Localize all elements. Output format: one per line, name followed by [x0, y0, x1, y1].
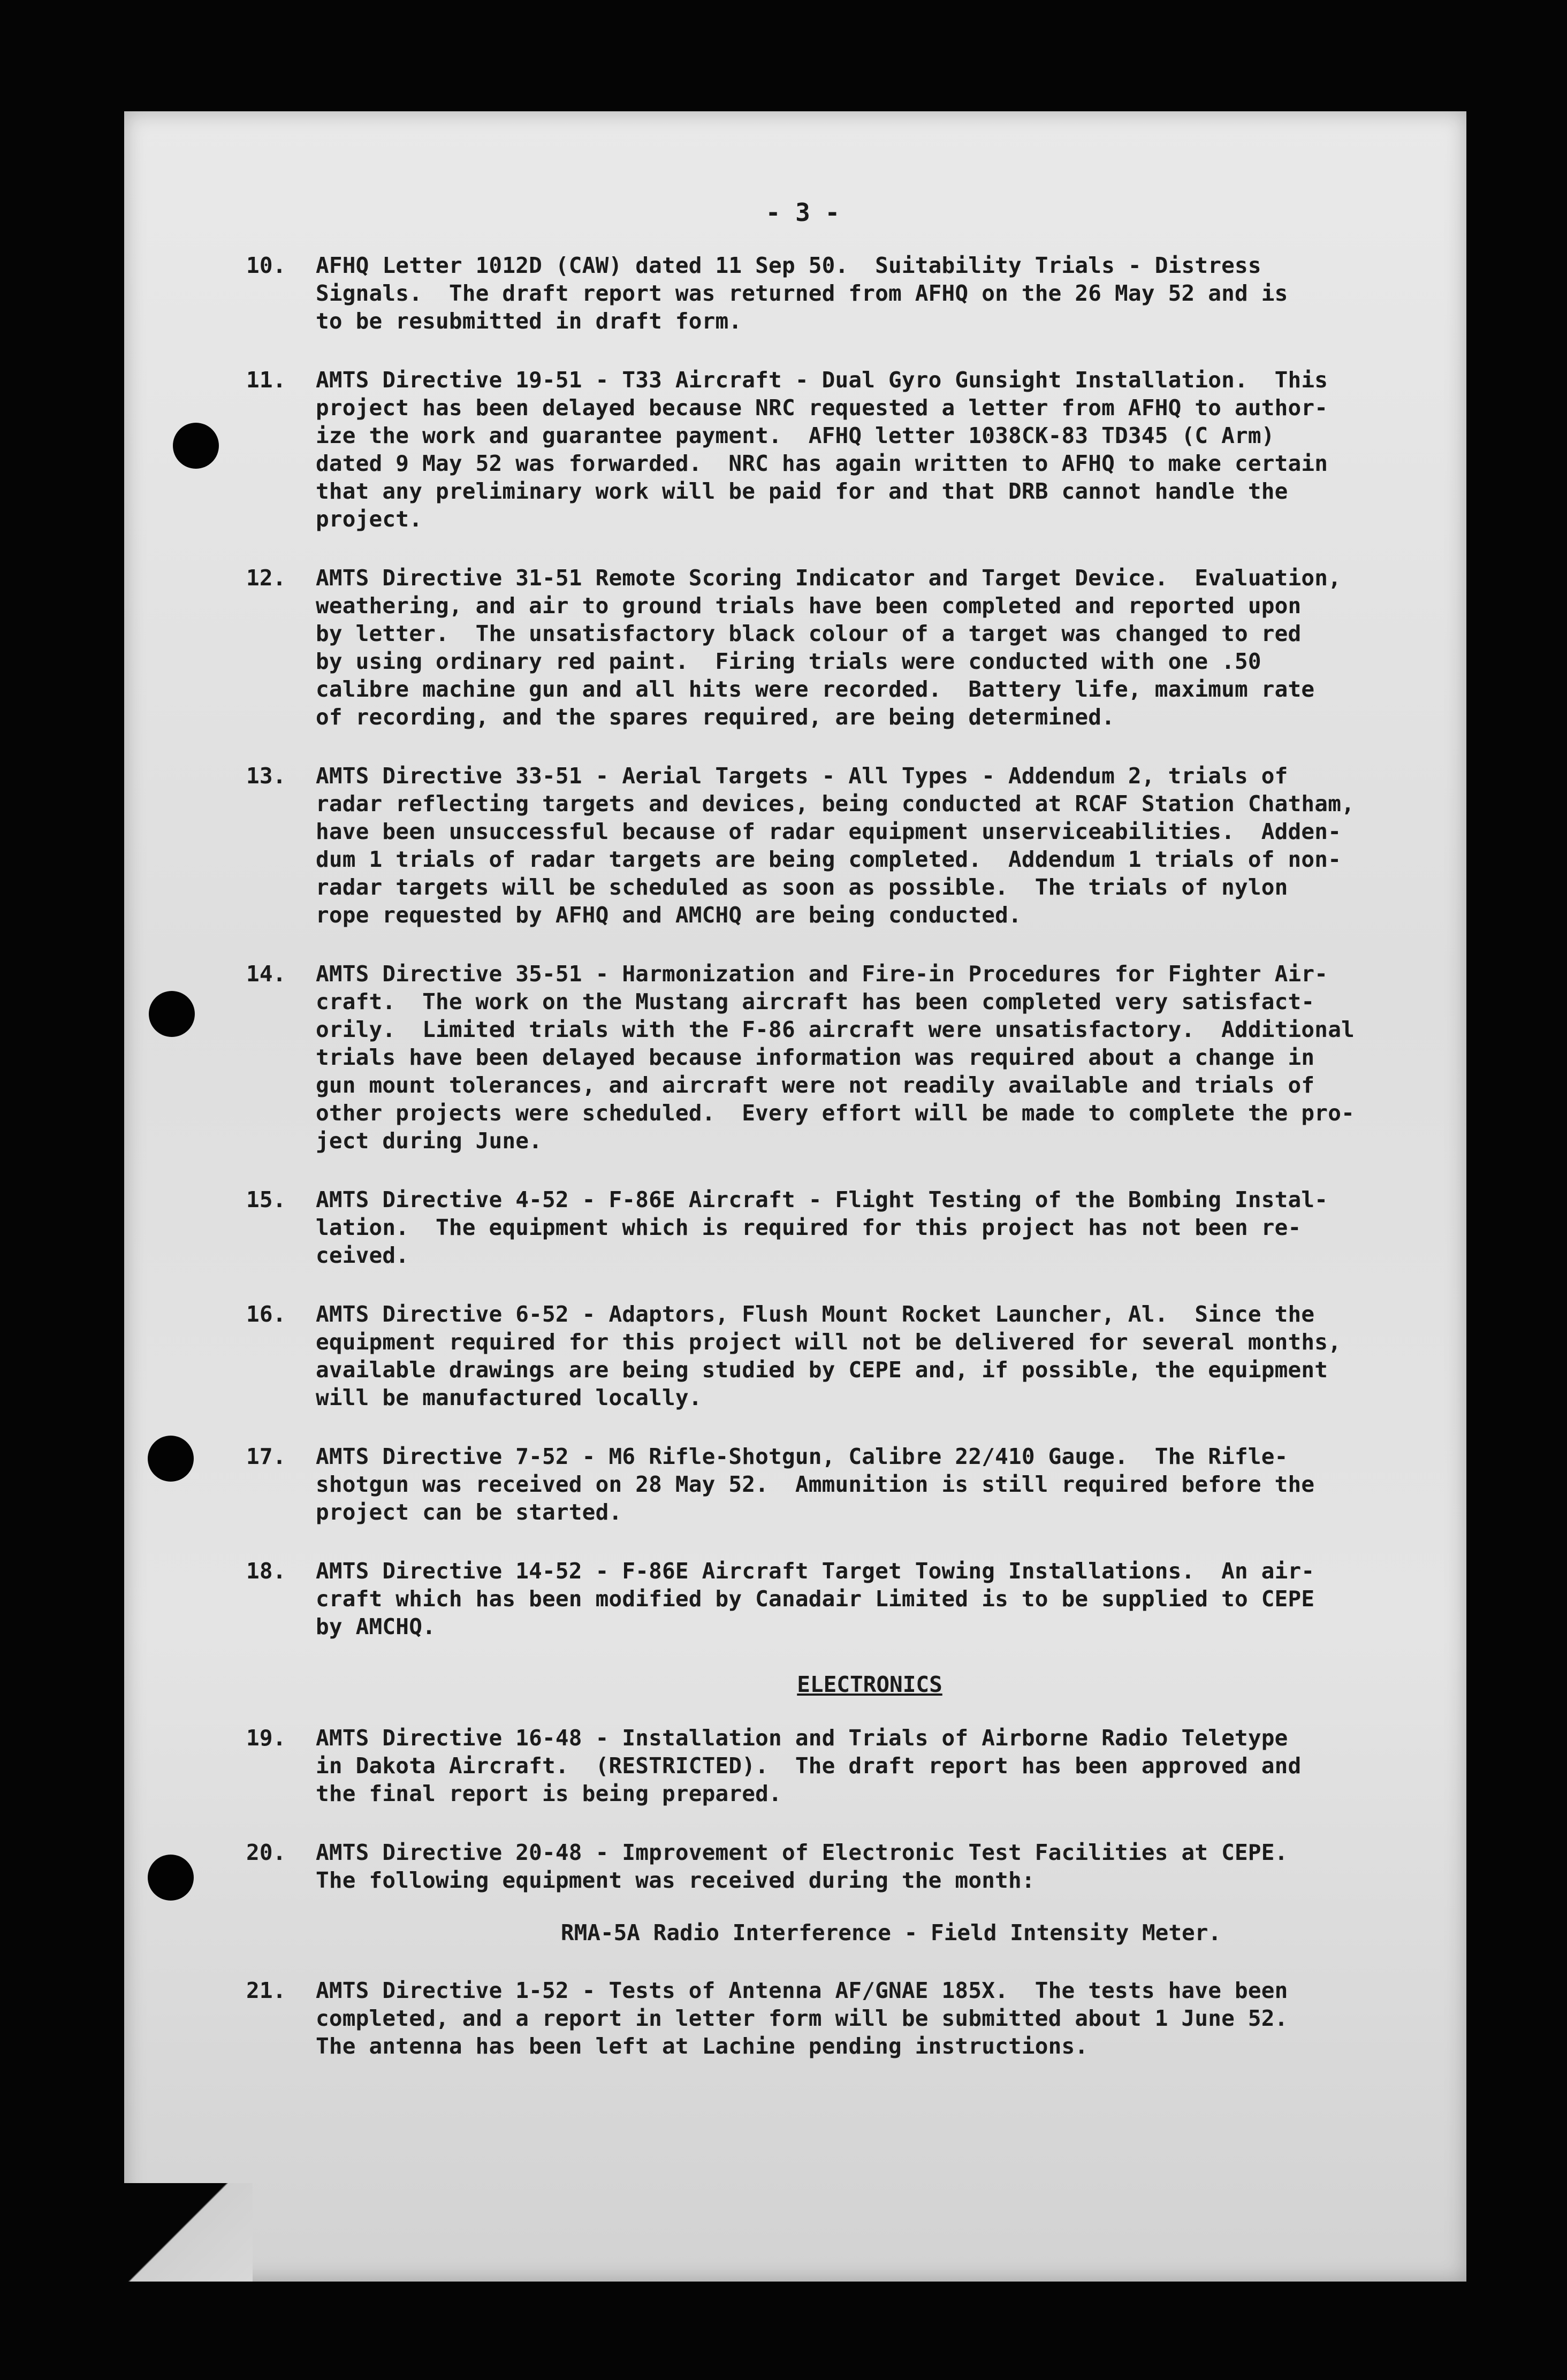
list-item-16	[225, 1300, 1424, 1412]
item-number: 10.	[246, 253, 286, 278]
torn-corner	[124, 2183, 253, 2282]
item-number: 14.	[246, 961, 286, 987]
list-item-20	[225, 1839, 1424, 1894]
list-item-21	[225, 1977, 1424, 2060]
item-text: AMTS Directive 19-51 - T33 Aircraft - Dual Gyro Gunsight Installation. This project has been delayed because NRC requested a letter from AFHQ to author- ize the work and guarantee payment. AFHQ letter 1038CK-83 TD345 (C Arm) dated 9 May 52 was forwarded. NRC has again written to AFHQ to make certain that any preliminary work will be paid for and that DRB cannot handle the project.	[316, 367, 1328, 532]
item-number: 16.	[246, 1301, 286, 1327]
item-number: 12.	[246, 565, 286, 591]
list-item-18	[225, 1557, 1424, 1641]
item-number: 15.	[246, 1187, 286, 1212]
item-number: 18.	[246, 1558, 286, 1584]
item-text: AMTS Directive 1-52 - Tests of Antenna AF/GNAE 185X. The tests have been completed, and a report in letter form will be submitted about 1 June 52. The antenna has been left at Lachine pending instructions.	[316, 1978, 1288, 2059]
item-text: AMTS Directive 31-51 Remote Scoring Indicator and Target Device. Evaluation, weathering, and air to ground trials have been completed and reported upon by letter. The unsatisfactory black colour of a target was changed to red by using ordinary red paint. Firing trials were conducted with one .50 calibre machine gun and all hits were recorded. Battery life, maximum rate of recording, and the spares required, are being determined.	[316, 565, 1342, 730]
item-text: AMTS Directive 16-48 - Installation and Trials of Airborne Radio Teletype in Dakota Aircraft. (RESTRICTED). The draft report has been approved and the final report is being prepared.	[316, 1725, 1302, 1806]
list-item-10	[225, 251, 1424, 335]
list-item-13	[225, 762, 1424, 929]
punch-hole-4	[148, 1855, 194, 1901]
section-heading: ELECTRONICS	[797, 1672, 942, 1697]
punch-hole-3	[148, 1436, 194, 1482]
item-number: 19.	[246, 1725, 286, 1751]
item-number: 21.	[246, 1978, 286, 2003]
equipment-line: RMA-5A Radio Interference - Field Intensity Meter.	[560, 1920, 1222, 1946]
item-text: AMTS Directive 33-51 - Aerial Targets - All Types - Addendum 2, trials of radar reflecting targets and devices, being conducted at RCAF Station Chatham, have been unsuccessful because of radar equipment unserviceabilities. Adden- dum 1 trials of radar targets are being completed. Addendum 1 trials of non- radar targets will be scheduled as soon as possible. The trials of nylon rope requested by AFHQ and AMCHQ are being conducted.	[316, 763, 1355, 928]
item-text: AFHQ Letter 1012D (CAW) dated 11 Sep 50. Suitability Trials - Distress Signals. The draft report was returned from AFHQ on the 26 May 52 and is to be resubmitted in draft form.	[316, 253, 1288, 334]
list-item-19	[225, 1724, 1424, 1807]
item-number: 17.	[246, 1444, 286, 1469]
item-number: 20.	[246, 1840, 286, 1865]
item-text: AMTS Directive 6-52 - Adaptors, Flush Mount Rocket Launcher, Al. Since the equipment required for this project will not be delivered for several months, available drawings are being studied by CEPE and, if possible, the equipment will be manufactured locally.	[316, 1301, 1342, 1410]
item-text: AMTS Directive 14-52 - F-86E Aircraft Target Towing Installations. An air- craft which has been modified by Canadair Limited is to be supplied to CEPE by AMCHQ.	[316, 1558, 1315, 1639]
punch-hole-1	[173, 423, 219, 469]
list-item-11	[225, 366, 1424, 533]
item-text: AMTS Directive 4-52 - F-86E Aircraft - Flight Testing of the Bombing Instal- lation. The equipment which is required for this project has not been re- ceived.	[316, 1187, 1328, 1268]
list-item-12	[225, 564, 1424, 731]
item-number: 13.	[246, 763, 286, 789]
item-number: 11.	[246, 367, 286, 393]
list-item-14	[225, 960, 1424, 1155]
list-item-15	[225, 1186, 1424, 1269]
item-text: AMTS Directive 7-52 - M6 Rifle-Shotgun, Calibre 22/410 Gauge. The Rifle- shotgun was received on 28 May 52. Ammunition is still required before the project can be started.	[316, 1444, 1315, 1525]
document-body	[225, 251, 1424, 2091]
list-item-17	[225, 1443, 1424, 1526]
page-number: - 3 -	[765, 198, 840, 227]
item-text: AMTS Directive 35-51 - Harmonization and Fire-in Procedures for Fighter Air- craft. The work on the Mustang aircraft has been completed very satisfact- orily. Limited trials with the F-86 aircraft were unsatisfactory. Additional trials have been delayed because information was required about a change in gun mount tolerances, and aircraft were not readily available and trials of other projects were scheduled. Every effort will be made to complete the pro- ject during June.	[316, 961, 1355, 1154]
punch-hole-2	[149, 991, 195, 1037]
item-text: AMTS Directive 20-48 - Improvement of Electronic Test Facilities at CEPE. The following equipment was received during the month:	[316, 1840, 1288, 1893]
